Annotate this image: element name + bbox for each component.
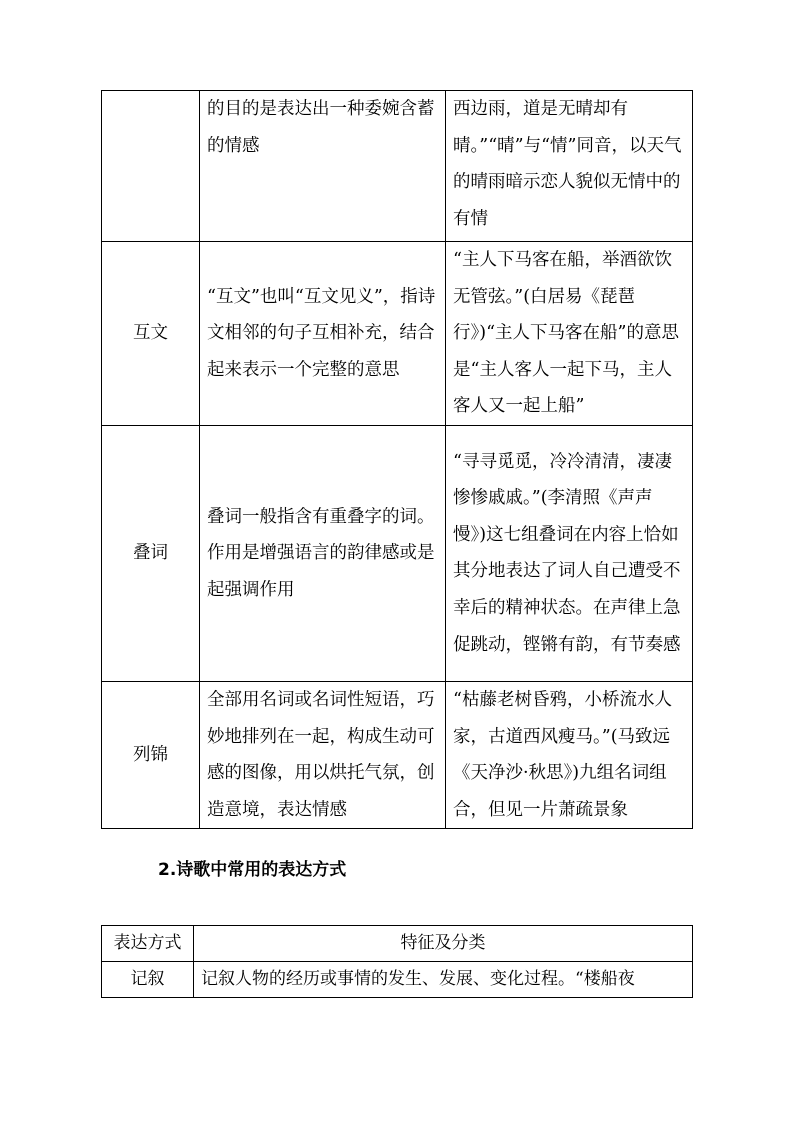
device-name-cell: 互文 bbox=[102, 242, 200, 426]
method-description-cell: 记叙人物的经历或事情的发生、发展、变化过程。“楼船夜 bbox=[194, 962, 693, 998]
column-header-method: 表达方式 bbox=[102, 926, 194, 962]
column-header-features: 特征及分类 bbox=[194, 926, 693, 962]
device-description-cell: 叠词一般指含有重叠字的词。作用是增强语言的韵律感或是起强调作用 bbox=[200, 425, 446, 681]
device-example-cell: “主人下马客在船，举酒欲饮无管弦。”(白居易《琵琶行》)“主人下马客在船”的意思是“主人客人一起下马，主人客人又一起上船” bbox=[446, 242, 693, 426]
section-heading: 2.诗歌中常用的表达方式 bbox=[158, 860, 347, 880]
device-description-cell: “互文”也叫“互文见义”，指诗文相邻的句子互相补充，结合起来表示一个完整的意思 bbox=[200, 242, 446, 426]
device-name-cell bbox=[102, 91, 200, 242]
rhetoric-devices-table bbox=[101, 90, 693, 829]
table-header-row bbox=[102, 926, 693, 962]
table-row bbox=[102, 425, 693, 681]
table-row bbox=[102, 962, 693, 998]
device-example-cell: 西边雨，道是无晴却有晴。”“晴”与“情”同音，以天气的晴雨暗示恋人貌似无情中的有情 bbox=[446, 91, 693, 242]
device-example-cell: “枯藤老树昏鸦，小桥流水人家，古道西风瘦马。”(马致远《天净沙·秋思》)九组名词组合，但见一片萧疏景象 bbox=[446, 681, 693, 828]
device-example-cell: “寻寻觅觅，冷冷清清，凄凄惨惨戚戚。”(李清照《声声慢》)这七组叠词在内容上恰如其分地表达了词人自己遭受不幸后的精神状态。在声律上急促跳动，铿锵有韵，有节奏感 bbox=[446, 425, 693, 681]
device-name-cell: 叠词 bbox=[102, 425, 200, 681]
device-description-cell: 全部用名词或名词性短语，巧妙地排列在一起，构成生动可感的图像，用以烘托气氛，创造意境，表达情感 bbox=[200, 681, 446, 828]
expression-methods-table bbox=[101, 925, 693, 998]
table-row bbox=[102, 242, 693, 426]
table-row bbox=[102, 681, 693, 828]
method-name-cell: 记叙 bbox=[102, 962, 194, 998]
table-row bbox=[102, 91, 693, 242]
device-name-cell: 列锦 bbox=[102, 681, 200, 828]
device-description-cell: 的目的是表达出一种委婉含蓄的情感 bbox=[200, 91, 446, 242]
